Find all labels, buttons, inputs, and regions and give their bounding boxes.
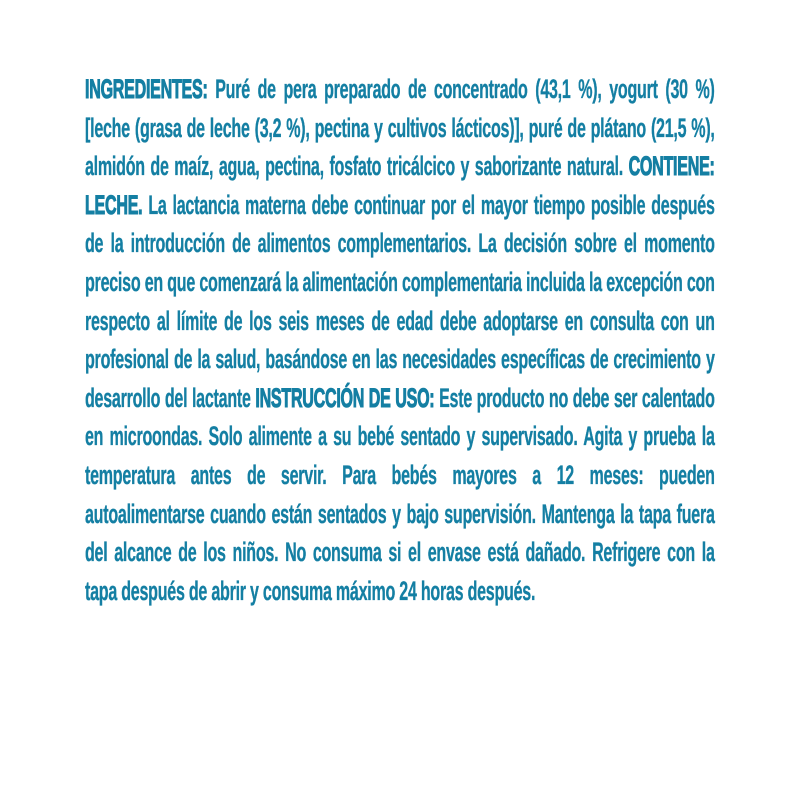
ingredients-heading: INGREDIENTES: (85, 74, 208, 104)
usage-instructions-heading: INSTRUCCIÓN DE USO: (255, 382, 435, 413)
usage-instructions-body: Este producto no debe ser calentado en microondas. Solo alimente a su bebé sentado y supervisado. Agita y prueba la temperatura antes de servir. Para bebés mayores a 12 meses: pueden autoalimentarse cuando están sentados y bajo supervisión. Mantenga la tapa fuera del alcance de los niños. No consuma si el envase está dañado. Refrigere con la tapa después de abrir y consuma máximo 24 horas después. (85, 382, 715, 606)
ingredients-body: Puré de pera preparado de concentrado (43,1 %), yogurt (30 %) [leche (grasa de leche (3,2 %), pectina y cultivos lácticos)], puré de plátano (21,5 %), almidón de maíz, agua, pectina, fosfato tricálcico y saborizante natural. (85, 74, 715, 182)
contains-milk-heading: CONTIENE: LECHE. (85, 151, 715, 220)
ingredients-label-text-block (85, 70, 715, 610)
breastfeeding-notice-body: La lactancia materna debe continuar por el mayor tiempo posible después de la introducción de alimentos complementarios. La decisión sobre el momento preciso en que comenzará la alimentación complementaria incluida la excepción con respecto al límite de los seis meses de edad debe adoptarse en consulta con un profesional de la salud, basándose en las necesidades específicas de crecimiento y desarrollo del lactante (85, 189, 715, 413)
